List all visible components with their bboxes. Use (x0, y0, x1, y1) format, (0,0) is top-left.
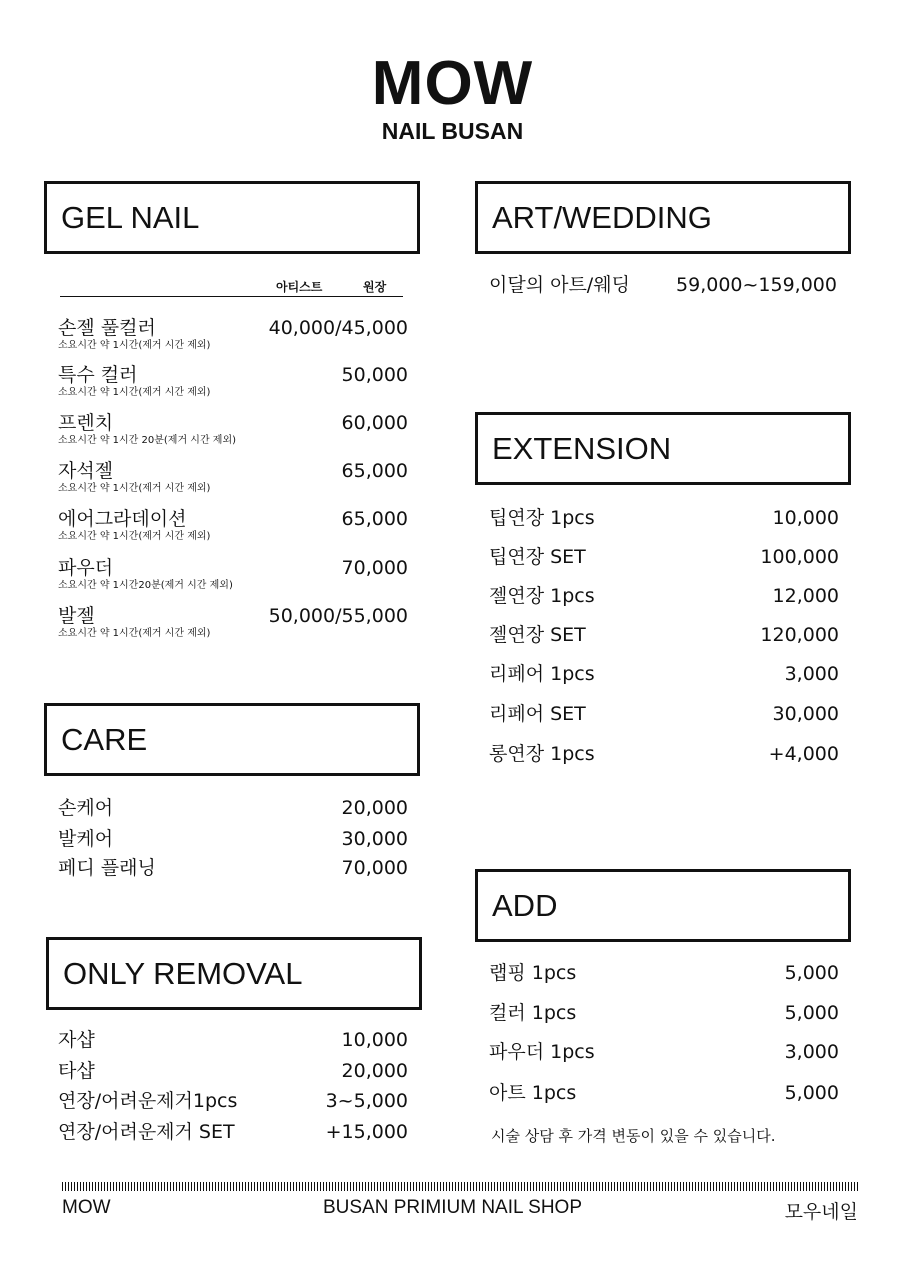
removal-item (58, 1029, 408, 1051)
item-name: 젤연장 SET (489, 624, 586, 646)
item-name: 손젤 풀컬러 (58, 317, 156, 339)
item-price: 120,000 (760, 624, 839, 646)
item-name: 발젤 (58, 605, 95, 627)
care-item (58, 828, 408, 850)
item-note: 소요시간 약 1시간(제거 시간 제외) (58, 340, 211, 351)
price-notice: 시술 상담 후 가격 변동이 있을 수 있습니다. (491, 1127, 776, 1145)
item-note: 소요시간 약 1시간(제거 시간 제외) (58, 387, 211, 398)
gel-item (58, 605, 408, 640)
item-name: 연장/어려운제거1pcs (58, 1090, 238, 1112)
item-note: 소요시간 약 1시간(제거 시간 제외) (58, 628, 211, 639)
item-name: 프렌치 (58, 412, 114, 434)
item-price: 30,000 (341, 828, 408, 850)
item-name: 팁연장 1pcs (489, 507, 595, 529)
gel-section-title: GEL NAIL (61, 199, 200, 235)
gel-item (58, 317, 408, 352)
item-price: 20,000 (341, 797, 408, 819)
item-name: 롱연장 1pcs (489, 743, 595, 765)
footer-barcode-divider (62, 1182, 858, 1191)
item-name: 이달의 아트/웨딩 (489, 274, 630, 296)
brand-logo (0, 49, 905, 144)
removal-section-header (46, 937, 422, 1010)
item-note: 소요시간 약 1시간(제거 시간 제외) (58, 531, 211, 542)
item-name: 연장/어려운제거 SET (58, 1121, 235, 1143)
item-price: 5,000 (784, 1082, 839, 1104)
add-item (489, 962, 839, 984)
item-price: 100,000 (760, 546, 839, 568)
brand-subtitle: NAIL BUSAN (381, 118, 524, 144)
footer-right: 모우네일 (784, 1202, 858, 1223)
footer-left: MOW (62, 1197, 111, 1218)
item-price: 65,000 (341, 460, 408, 482)
item-name: 리페어 SET (489, 703, 586, 725)
add-item (489, 1041, 839, 1063)
item-price: 12,000 (772, 585, 839, 607)
item-name: 자샵 (58, 1029, 95, 1051)
art-section-header (475, 181, 851, 254)
item-name: 발케어 (58, 828, 114, 850)
removal-item (58, 1060, 408, 1082)
item-price: 59,000~159,000 (676, 274, 837, 296)
item-price: 30,000 (772, 703, 839, 725)
extension-item (489, 743, 839, 765)
item-name: 에어그라데이션 (58, 508, 187, 530)
item-price: 3,000 (784, 1041, 839, 1063)
gel-item (58, 364, 408, 399)
add-item (489, 1082, 839, 1104)
item-price: 60,000 (341, 412, 408, 434)
item-price: +4,000 (768, 743, 839, 765)
extension-item (489, 703, 839, 725)
add-section-header (475, 869, 851, 942)
item-price: 3~5,000 (325, 1090, 408, 1112)
item-name: 랩핑 1pcs (489, 962, 577, 984)
item-name: 아트 1pcs (489, 1082, 577, 1104)
item-price: 10,000 (772, 507, 839, 529)
brand-name: MOW (371, 49, 534, 118)
item-name: 파우더 (58, 557, 114, 579)
care-section-title: CARE (61, 721, 148, 757)
item-price: 5,000 (784, 962, 839, 984)
extension-item (489, 546, 839, 568)
item-name: 컬러 1pcs (489, 1002, 577, 1024)
item-note: 소요시간 약 1시간 20분(제거 시간 제외) (58, 435, 237, 446)
care-item (58, 857, 408, 879)
item-price: 50,000 (341, 364, 408, 386)
item-price: 3,000 (784, 663, 839, 685)
art-section-title: ART/WEDDING (492, 199, 712, 235)
item-name: 타샵 (58, 1060, 95, 1082)
item-name: 손케어 (58, 797, 114, 819)
item-name: 자석젤 (58, 460, 114, 482)
gel-item (58, 412, 408, 447)
item-note: 소요시간 약 1시간(제거 시간 제외) (58, 483, 211, 494)
extension-section-title: EXTENSION (492, 430, 672, 466)
gel-item (58, 508, 408, 543)
item-price: 40,000/45,000 (268, 317, 408, 339)
item-name: 젤연장 1pcs (489, 585, 595, 607)
gel-item (58, 557, 408, 592)
item-price: 50,000/55,000 (268, 605, 408, 627)
item-name: 특수 컬러 (58, 364, 138, 386)
gel-section-header (44, 181, 420, 254)
item-name: 페디 플래닝 (58, 857, 156, 879)
care-item (58, 797, 408, 819)
extension-item (489, 624, 839, 646)
item-note: 소요시간 약 1시간20분(제거 시간 제외) (58, 580, 233, 591)
col-header-artist: 아티스트 (276, 280, 323, 294)
care-section-header (44, 703, 420, 776)
footer-center: BUSAN PRIMIUM NAIL SHOP (322, 1197, 582, 1218)
item-price: 10,000 (341, 1029, 408, 1051)
item-price: 5,000 (784, 1002, 839, 1024)
extension-item (489, 507, 839, 529)
item-name: 파우더 1pcs (489, 1041, 595, 1063)
removal-section-title: ONLY REMOVAL (63, 955, 303, 991)
item-name: 팁연장 SET (489, 546, 586, 568)
removal-item (58, 1121, 408, 1143)
item-price: 20,000 (341, 1060, 408, 1082)
item-name: 리페어 1pcs (489, 663, 595, 685)
extension-item (489, 585, 839, 607)
item-price: +15,000 (325, 1121, 408, 1143)
item-price: 65,000 (341, 508, 408, 530)
add-item (489, 1002, 839, 1024)
extension-item (489, 663, 839, 685)
add-section-title: ADD (492, 887, 558, 923)
item-price: 70,000 (341, 857, 408, 879)
art-item (489, 274, 837, 296)
item-price: 70,000 (341, 557, 408, 579)
gel-item (58, 460, 408, 495)
extension-section-header (475, 412, 851, 485)
gel-header-rule (60, 296, 403, 297)
removal-item (58, 1090, 408, 1112)
col-header-director: 원장 (363, 280, 387, 294)
